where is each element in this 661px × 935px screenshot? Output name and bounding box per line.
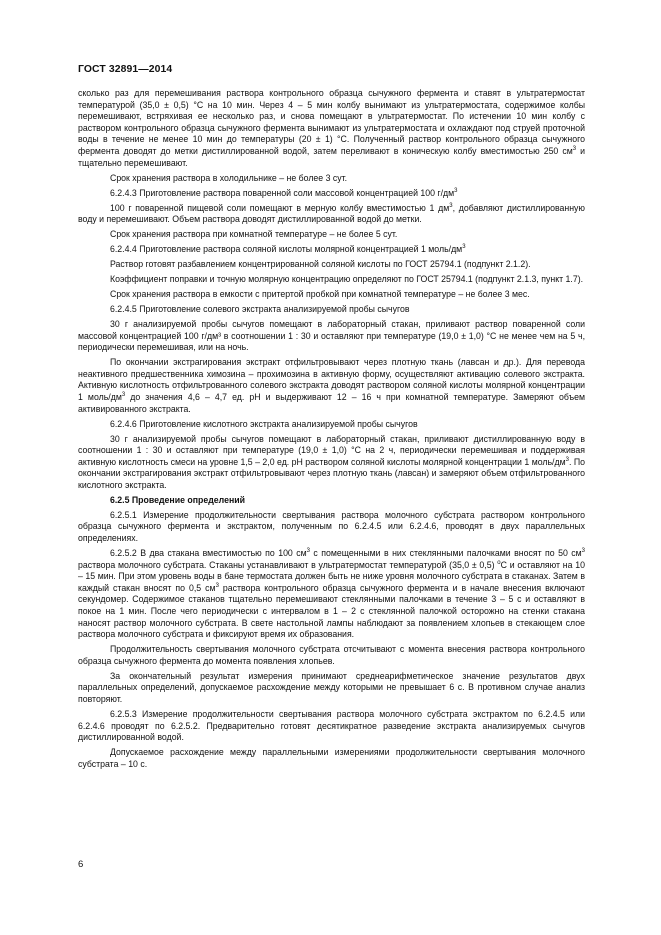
superscript: 3 xyxy=(454,187,458,194)
paragraph-text: 30 г анализируемой пробы сычугов помещают в лабораторный стакан, приливают дистиллированную воду в соотношении 1 : 30 и оставляют при температуре (19,0 ± 1,0) °С на 2 ч, периодически перемешивая и поддерживая активную кислотность смеси на уровне 1,5 – 2,0 ед. рН раствором соляной кислоты молярной концентрации 1 моль/дм xyxy=(78,433,585,467)
paragraph-text: 6.2.4.3 Приготовление раствора поваренной соли массовой концентрацией 100 г/дм xyxy=(110,187,455,198)
paragraph-text: 6.2.4.6 Приготовление кислотного экстракта анализируемой пробы сычугов xyxy=(110,418,418,429)
paragraph-text: 6.2.4.5 Приготовление солевого экстракта анализируемой пробы сычугов xyxy=(110,304,410,315)
paragraph xyxy=(78,709,585,744)
paragraph-text: Допускаемое расхождение между параллельными измерениями продолжительности свертывания молочного субстрата – 10 с. xyxy=(78,747,585,769)
paragraph xyxy=(78,304,585,316)
paragraph xyxy=(78,671,585,706)
paragraph xyxy=(78,419,585,431)
document-body xyxy=(78,88,585,774)
paragraph-text: Раствор готовят разбавлением концентрированной соляной кислоты по ГОСТ 25794.1 (подпункт 2.1.2). xyxy=(110,259,531,270)
paragraph-text: 100 г поваренной пищевой соли помещают в мерную колбу вместимостью 1 дм xyxy=(110,202,450,213)
paragraph xyxy=(78,510,585,545)
superscript: 3 xyxy=(565,456,569,463)
paragraph xyxy=(78,548,585,641)
paragraph-text: 30 г анализируемой пробы сычугов помещают в лабораторный стакан, приливают раствор поваренной соли массовой концентрацией 100 г/дм³ в соотношении 1 : 30 и оставляют при температуре (19,0 ± 1,0) °С не менее чем на 5 ч, периодически перемешивая, или на ночь. xyxy=(78,319,585,353)
paragraph-text: 6.2.4.4 Приготовление раствора соляной кислоты молярной концентрацией 1 моль/дм xyxy=(110,244,463,255)
paragraph-text: до значения 4,6 – 4,7 ед. рН и выдерживают 12 – 16 ч при комнатной температуре. Замеряют объем активированного экстракта. xyxy=(78,391,585,414)
paragraph xyxy=(78,434,585,492)
paragraph xyxy=(78,229,585,241)
paragraph xyxy=(78,644,585,667)
superscript: о xyxy=(497,559,501,566)
superscript: 3 xyxy=(462,244,466,251)
paragraph-text: и тщательно перемешивают. xyxy=(78,145,585,168)
paragraph-text: сколько раз для перемешивания раствора контрольного образца сычужного фермента и ставят в ультратермостат температурой (35,0 ± 0,5) °С на 10 мин. Через 4 – 5 мин колбу вынимают из ультратермостата, содержимое колбы перемешивают, встряхивая ее несколько раз, и снова помещают в ультратермостат. По истечении 10 мин колбу с раствором контрольного образца сычужного фермента вынимают из ультратермостата и охлаждают под струей проточной воды в течение не менее 10 мин до температуры (20 ± 1) °С. Полученный раствор контрольного образца сычужного фермента доводят до метки дистиллированной водой, затем переливают в коническую колбу вместимостью 250 см xyxy=(78,88,585,156)
paragraph xyxy=(78,289,585,301)
paragraph xyxy=(78,357,585,415)
paragraph-text: Срок хранения раствора в емкости с притертой пробкой при комнатной температуре – не более 3 мес. xyxy=(110,289,530,300)
paragraph-text: Срок хранения раствора в холодильнике – не более 3 сут. xyxy=(110,172,348,183)
paragraph xyxy=(78,203,585,226)
page-number: 6 xyxy=(78,859,84,870)
paragraph xyxy=(78,274,585,286)
paragraph-text: 6.2.5.1 Измерение продолжительности свертывания раствора молочного субстрата раствором контрольного образца сычужного фермента и экстрактом, полученным по 6.2.4.5 или 6.2.4.6, проводят в двух параллельных определениях. xyxy=(78,509,585,544)
paragraph-text: с помещенными в них стеклянными палочками вносят по 50 см xyxy=(309,548,582,559)
paragraph-text: 6.2.5.3 Измерение продолжительности свертывания раствора молочного субстрата экстрактом по 6.2.4.5 или 6.2.4.6 проводят по 6.2.5.2. Предварительно готовят десятикратное разведение экстракта анализируемых сычугов дистиллированной водой. xyxy=(78,708,585,743)
superscript: 3 xyxy=(449,202,453,209)
paragraph-text: С и оставляют на 10 – 15 мин. При этом уровень воды в бане термостата должен быть не ниже уровня молочного субстрата в стаканах. Затем в каждый стакан вносят по 0,5 см xyxy=(78,559,585,593)
paragraph-text: Коэффициент поправки и точную молярную концентрацию определяют по ГОСТ 25794.1 (подпункт 2.1.3, пункт 1.7). xyxy=(110,274,584,285)
paragraph-text: 6.2.5 Проведение определений xyxy=(110,494,245,505)
standard-header: ГОСТ 32891—2014 xyxy=(78,64,173,75)
superscript: 3 xyxy=(572,145,577,152)
paragraph-text: раствора контрольного образца сычужного фермента и в начале внесения включают секундомер. Содержимое стаканов тщательно перемешивают стеклянными палочками в течение 3 – 5 с и оставляют в покое на 1 мин. После чего периодически с интервалом в 1 – 2 с стеклянной палочкой осторожно на стенки стакана наносят раствор молочного субстрата. В свете настольной лампы наблюдают за появлением хлопьев в стекающем слое раствора молочного субстрата и фиксируют время их образования. xyxy=(78,582,585,640)
paragraph xyxy=(78,747,585,770)
superscript: 3 xyxy=(581,548,585,555)
paragraph-text: , добавляют дистиллированную воду и перемешивают. Объем раствора доводят дистиллированной водой до метки. xyxy=(78,202,585,225)
paragraph-text: По окончании экстрагирования экстракт отфильтровывают через плотную ткань (лавсан и др.). Для перевода неактивного предшественника химозина – прохимозина в активную форму, осуществляют активацию солевого экстракта. Активную кислотность отфильтрованного солевого экстракта доводят раствором соляной кислоты молярной концентрации 1 моль/дм xyxy=(78,357,585,402)
paragraph xyxy=(78,188,585,200)
paragraph-text: 6.2.5.2 В два стакана вместимостью по 100 см xyxy=(110,548,307,559)
superscript: 3 xyxy=(121,391,126,398)
superscript: 3 xyxy=(306,548,310,555)
paragraph xyxy=(78,173,585,185)
paragraph-text: За окончательный результат измерения принимают среднеарифметическое значение результатов двух параллельных определений, допускаемое расхождение между которыми не превышает 6 с. В противном случае анализ повторяют. xyxy=(78,670,585,704)
paragraph xyxy=(78,319,585,354)
paragraph-text: Продолжительность свертывания молочного субстрата отсчитывают с момента внесения раствора контрольного образца сычужного фермента до момента появления хлопьев. xyxy=(78,644,585,666)
paragraph xyxy=(78,88,585,169)
paragraph xyxy=(78,244,585,256)
paragraph-text: раствора молочного субстрата. Стаканы устанавливают в ультратермостат температурой (35,0 ± 0,5) xyxy=(78,559,498,570)
paragraph-text: Срок хранения раствора при комнатной температуре – не более 5 сут. xyxy=(110,229,398,240)
paragraph xyxy=(78,495,585,507)
superscript: 3 xyxy=(215,582,219,589)
paragraph-text: . По окончании экстрагирования экстракт отфильтровывают через плотную ткань (лавсан) и замеряют объем отфильтрованного кислотного экстракта. xyxy=(78,456,585,490)
paragraph xyxy=(78,259,585,271)
